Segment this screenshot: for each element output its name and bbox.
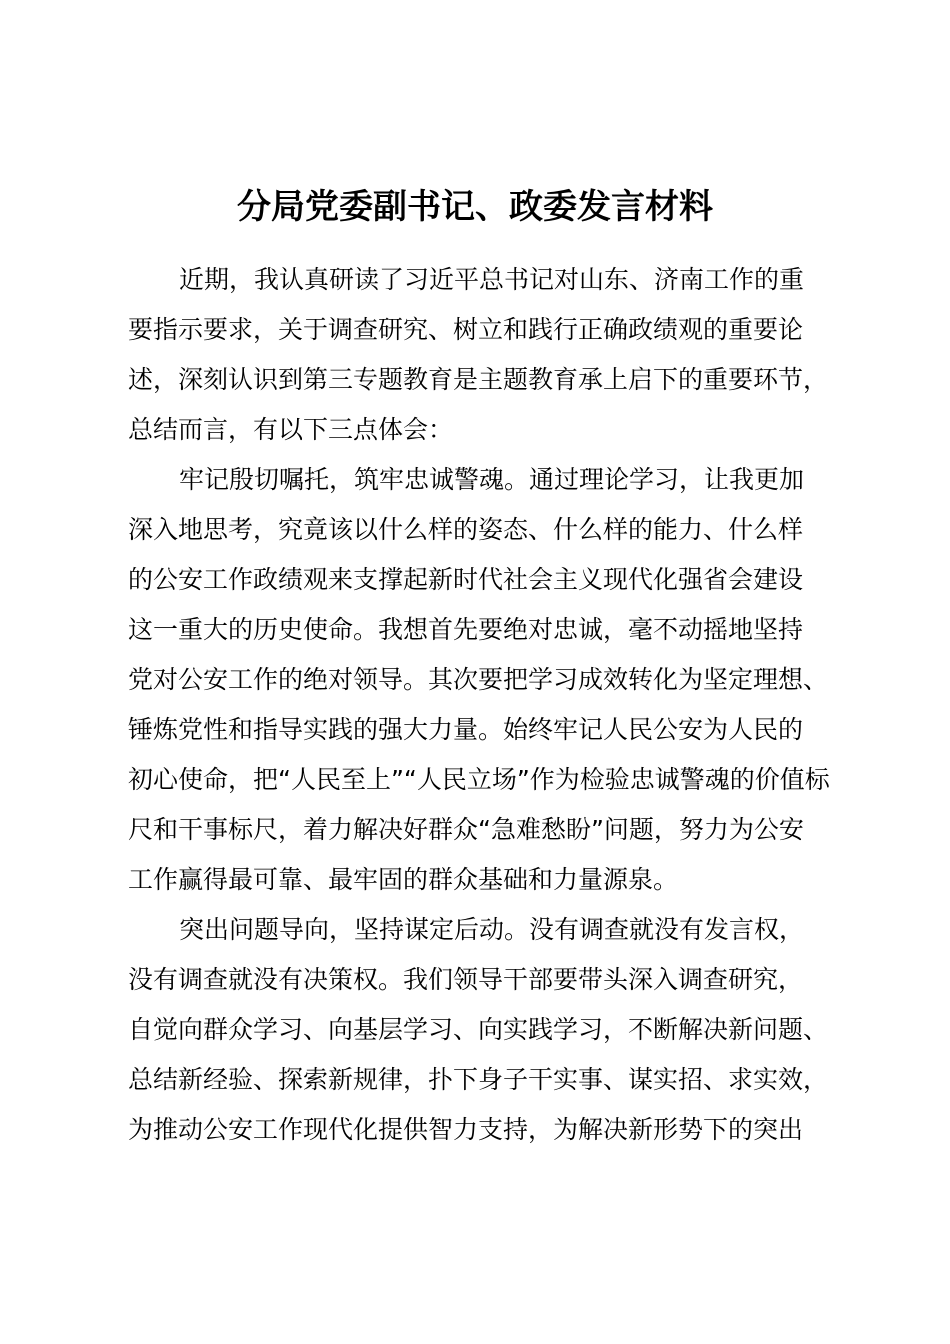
text-line: 的公安工作政绩观来支撑起新时代社会主义现代化强省会建设	[128, 565, 804, 594]
text-line: 为推动公安工作现代化提供智力支持，为解决新形势下的突出	[128, 1115, 804, 1144]
paragraph-intro	[128, 255, 832, 455]
text-line: 没有调查就没有决策权。我们领导干部要带头深入调查研究，	[128, 965, 804, 994]
text-line: 尺和干事标尺，着力解决好群众“急难愁盼”问题，努力为公安	[128, 815, 804, 844]
text-line: 述，深刻认识到第三专题教育是主题教育承上启下的重要环节，	[128, 365, 829, 394]
text-line: 近期，我认真研读了习近平总书记对山东、济南工作的重	[179, 265, 805, 294]
document-title: 分局党委副书记、政委发言材料	[237, 187, 713, 227]
text-line: 突出问题导向，坚持谋定后动。没有调查就没有发言权，	[179, 915, 805, 944]
paragraph-loyalty	[128, 455, 832, 905]
document-body	[128, 255, 832, 1155]
paragraph-problem-oriented	[128, 905, 832, 1155]
text-line: 深入地思考，究竟该以什么样的姿态、什么样的能力、什么样	[128, 515, 804, 544]
text-line: 牢记殷切嘱托，筑牢忠诚警魂。通过理论学习，让我更加	[179, 465, 805, 494]
text-line: 党对公安工作的绝对领导。其次要把学习成效转化为坚定理想、	[128, 665, 829, 694]
text-line: 这一重大的历史使命。我想首先要绝对忠诚，毫不动摇地坚持	[128, 615, 804, 644]
text-line: 初心使命，把“人民至上”“人民立场”作为检验忠诚警魂的价值标	[128, 765, 830, 794]
text-line: 锤炼党性和指导实践的强大力量。始终牢记人民公安为人民的	[128, 715, 804, 744]
text-line: 要指示要求，关于调查研究、树立和践行正确政绩观的重要论	[128, 315, 804, 344]
text-line: 总结新经验、探索新规律，扑下身子干实事、谋实招、求实效，	[128, 1065, 829, 1094]
text-line: 总结而言，有以下三点体会：	[128, 415, 454, 444]
text-line: 自觉向群众学习、向基层学习、向实践学习，不断解决新问题、	[128, 1015, 829, 1044]
text-line: 工作赢得最可靠、最牢固的群众基础和力量源泉。	[128, 865, 679, 894]
